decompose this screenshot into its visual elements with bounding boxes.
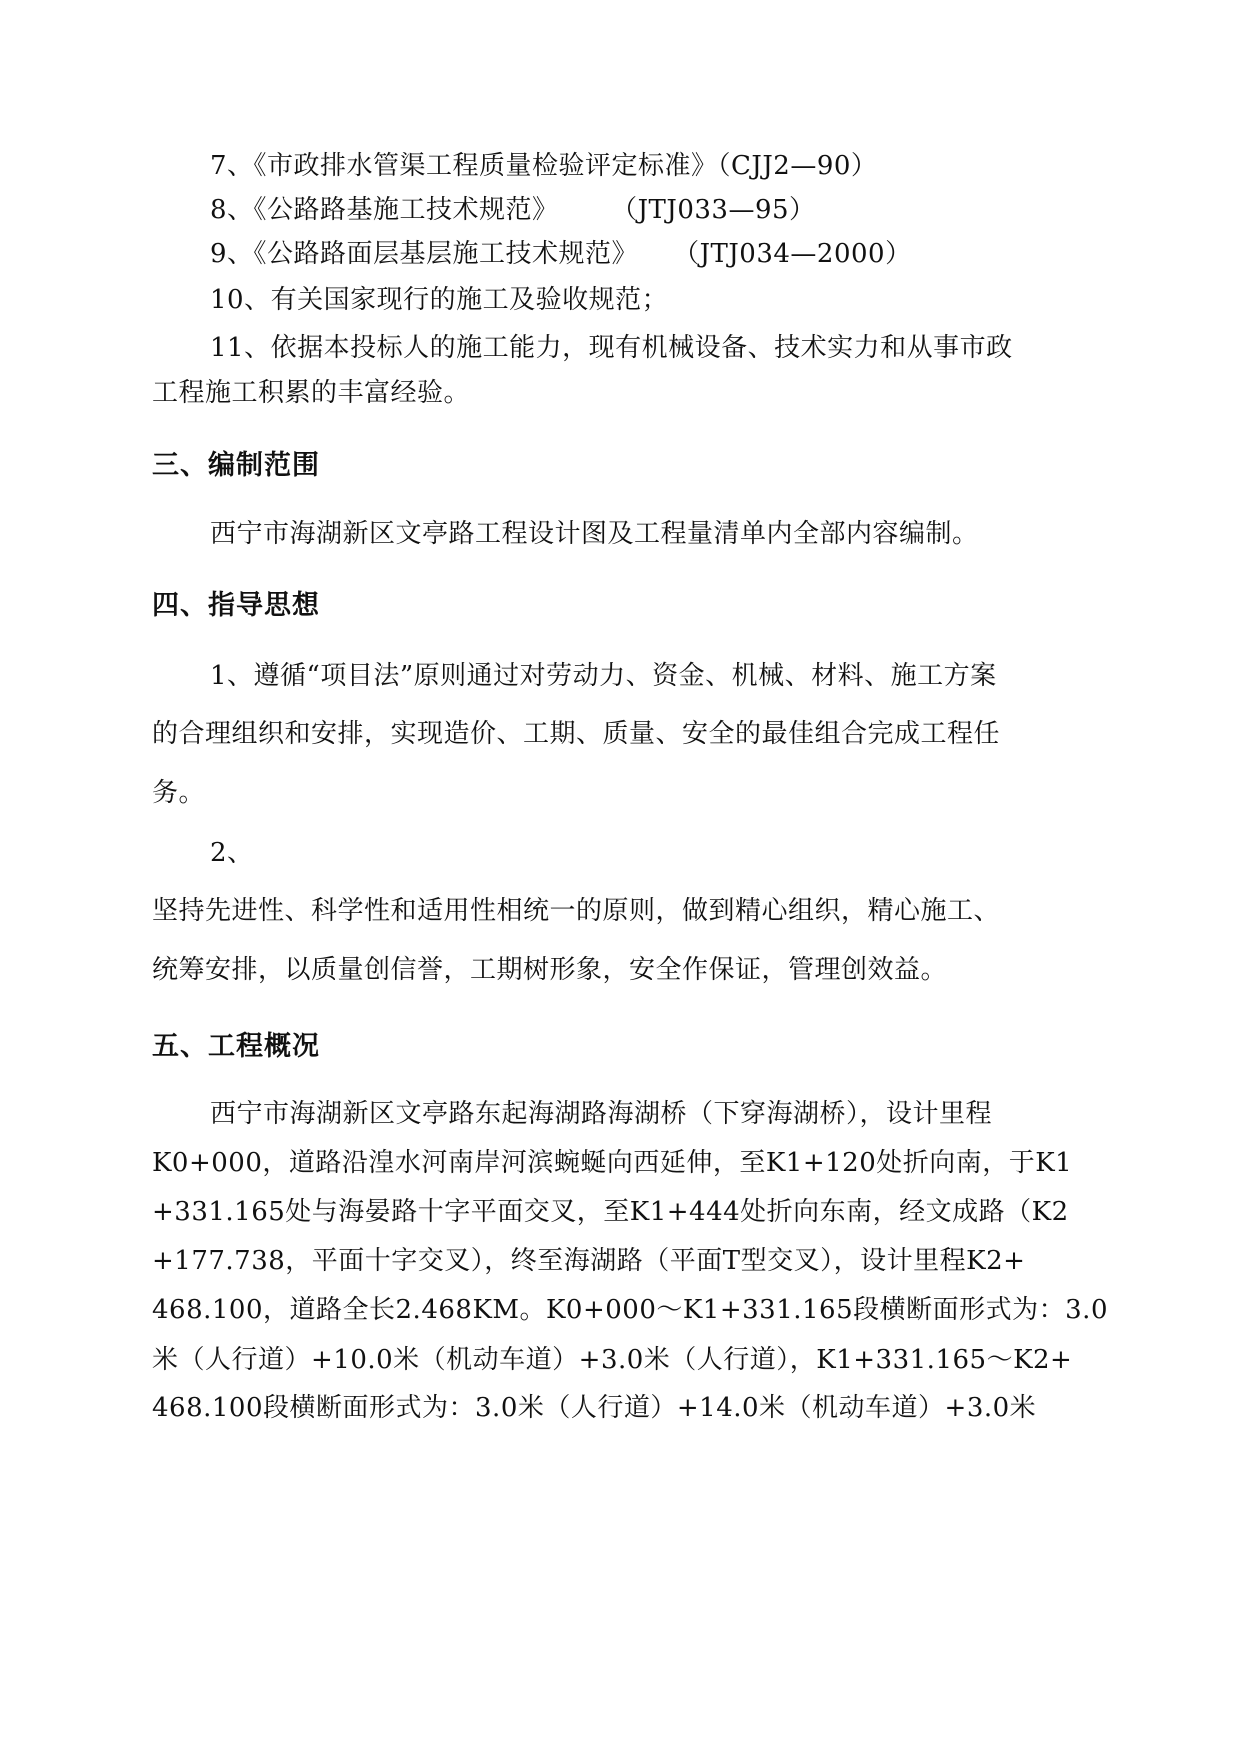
guiding-principle-1-line-3: 务。 [152, 778, 206, 808]
guiding-principle-1-line-2: 的合理组织和安排，实现造价、工期、质量、安全的最佳组合完成工程任 [152, 719, 1001, 749]
overview-line-2: K0+000，道路沿湟水河南岸河滨蜿蜒向西延伸，至K1+120处折向南，于K1 [152, 1148, 1073, 1178]
list-item-7: 7、《市政排水管渠工程质量检验评定标准》（CJJ2—90） [210, 151, 878, 181]
overview-line-6: 米（人行道）+10.0米（机动车道）+3.0米（人行道），K1+331.165～K2+ [152, 1345, 1073, 1375]
guiding-principle-2-line-1: 坚持先进性、科学性和适用性相统一的原则，做到精心组织，精心施工、 [152, 896, 1001, 926]
overview-line-3: +331.165处与海晏路十字平面交叉，至K1+444处折向东南，经文成路（K2 [152, 1197, 1069, 1227]
list-item-10: 10、有关国家现行的施工及验收规范； [210, 285, 669, 315]
section-heading-scope: 三、编制范围 [152, 450, 320, 481]
section-scope-body: 西宁市海湖新区文亭路工程设计图及工程量清单内全部内容编制。 [210, 519, 979, 549]
list-item-8: 8、《公路路基施工技术规范》 （JTJ033—95） [210, 195, 816, 225]
section-heading-project-overview: 五、工程概况 [152, 1031, 320, 1062]
guiding-principle-2-number: 2、 [210, 838, 254, 868]
overview-line-7: 468.100段横断面形式为：3.0米（人行道）+14.0米（机动车道）+3.0米 [152, 1393, 1037, 1423]
list-item-11-line-1: 11、依据本投标人的施工能力，现有机械设备、技术实力和从事市政 [210, 333, 1013, 363]
guiding-principle-1-line-1: 1、遵循“项目法”原则通过对劳动力、资金、机械、材料、施工方案 [210, 661, 997, 691]
overview-line-1: 西宁市海湖新区文亭路东起海湖路海湖桥（下穿海湖桥），设计里程 [210, 1099, 993, 1129]
section-heading-guiding-principles: 四、指导思想 [152, 590, 320, 621]
overview-line-5: 468.100，道路全长2.468KM。K0+000～K1+331.165段横断面形式为：3.0 [152, 1295, 1108, 1325]
overview-line-4: +177.738，平面十字交叉），终至海湖路（平面T型交叉），设计里程K2+ [152, 1246, 1026, 1276]
list-item-11-line-2: 工程施工积累的丰富经验。 [152, 378, 471, 408]
list-item-9: 9、《公路路面层基层施工技术规范》 （JTJ034—2000） [210, 239, 912, 269]
guiding-principle-2-line-2: 统筹安排，以质量创信誉，工期树形象，安全作保证，管理创效益。 [152, 955, 948, 985]
